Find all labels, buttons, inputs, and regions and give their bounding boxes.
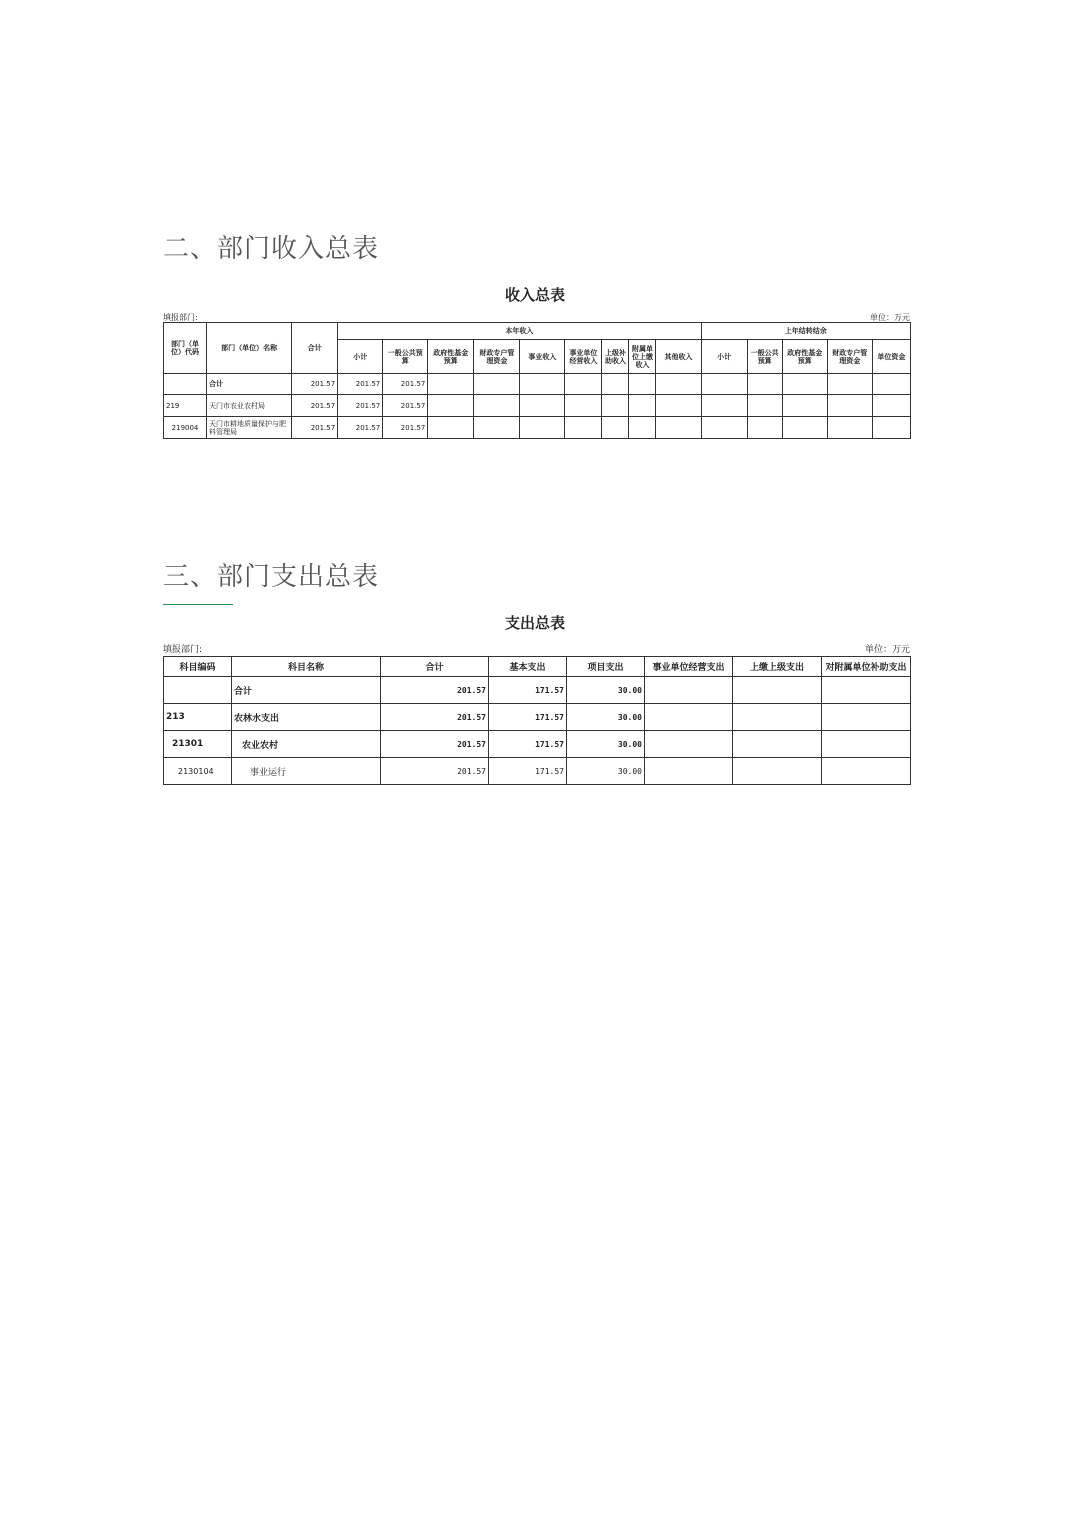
income-header-co-special-account: 财政专户管理资金: [827, 340, 872, 374]
expense-row-project: 30.00: [567, 704, 645, 731]
income-header-co-unit-funds: 单位资金: [872, 340, 910, 374]
income-table: [163, 322, 911, 439]
expense-section-heading: 三、部门支出总表: [163, 562, 380, 592]
expense-row-code: [164, 677, 232, 704]
income-row-general: 201.57: [383, 417, 428, 439]
expense-row-name: 合计: [232, 677, 381, 704]
expense-row-project: 30.00: [567, 731, 645, 758]
expense-row-total: 201.57: [381, 677, 489, 704]
income-row-subtotal: 201.57: [338, 374, 383, 395]
income-row-code: [164, 374, 207, 395]
expense-header-basic: 基本支出: [489, 657, 567, 677]
income-unit-label: 单位：万元: [870, 313, 910, 322]
expense-table-title: 支出总表: [504, 614, 565, 632]
income-row-general: 201.57: [383, 374, 428, 395]
expense-row-basic: 171.57: [489, 758, 567, 785]
decorative-underline: [163, 604, 233, 605]
income-header-total: 合计: [292, 323, 338, 374]
expense-row-total: 201.57: [381, 731, 489, 758]
table-row: [164, 758, 911, 785]
expense-row-project: 30.00: [567, 677, 645, 704]
income-header-code: 部门（单位）代码: [164, 323, 207, 374]
table-row: [164, 417, 911, 439]
expense-header-business-operating: 事业单位经营支出: [645, 657, 733, 677]
expense-header-total: 合计: [381, 657, 489, 677]
income-header-subtotal: 小计: [338, 340, 383, 374]
table-row: [164, 677, 911, 704]
expense-header-project: 项目支出: [567, 657, 645, 677]
expense-row-code: 213: [164, 704, 232, 731]
expense-row-total: 201.57: [381, 704, 489, 731]
expense-row-project: 30.00: [567, 758, 645, 785]
expense-header-superior-payment: 上缴上级支出: [733, 657, 822, 677]
income-section-heading: 二、部门收入总表: [163, 234, 380, 264]
income-header-business-income: 事业收入: [520, 340, 565, 374]
income-header-general-budget: 一般公共预算: [383, 340, 428, 374]
income-header-special-account: 财政专户管理资金: [474, 340, 520, 374]
income-filler-label: 填报部门:: [163, 313, 198, 322]
expense-row-name: 农业农村: [232, 731, 381, 758]
income-row-code: 219004: [164, 417, 207, 439]
expense-table: [163, 656, 911, 785]
income-row-code: 219: [164, 395, 207, 417]
income-row-name: 天门市农业农村局: [207, 395, 292, 417]
expense-row-name: 事业运行: [232, 758, 381, 785]
expense-row-code: 2130104: [164, 758, 232, 785]
income-header-name: 部门（单位）名称: [207, 323, 292, 374]
income-header-superior-subsidy: 上级补助收入: [602, 340, 629, 374]
income-row-subtotal: 201.57: [338, 395, 383, 417]
expense-row-basic: 171.57: [489, 677, 567, 704]
income-header-subordinate-income: 附属单位上缴收入: [629, 340, 656, 374]
income-header-co-general-budget: 一般公共预算: [747, 340, 782, 374]
expense-header-subordinate-subsidy: 对附属单位补助支出: [822, 657, 911, 677]
income-header-gov-fund: 政府性基金预算: [428, 340, 474, 374]
income-row-total: 201.57: [292, 374, 338, 395]
table-row: [164, 395, 911, 417]
income-row-total: 201.57: [292, 417, 338, 439]
income-header-other-income: 其他收入: [656, 340, 701, 374]
table-row: [164, 374, 911, 395]
income-header-carryover: 上年结转结余: [701, 323, 910, 340]
income-row-subtotal: 201.57: [338, 417, 383, 439]
expense-row-code: 21301: [164, 731, 232, 758]
income-row-name: 合计: [207, 374, 292, 395]
income-row-general: 201.57: [383, 395, 428, 417]
income-table-title: 收入总表: [504, 286, 565, 304]
expense-header-name: 科目名称: [232, 657, 381, 677]
income-header-co-subtotal: 小计: [701, 340, 747, 374]
expense-row-basic: 171.57: [489, 704, 567, 731]
expense-header-code: 科目编码: [164, 657, 232, 677]
table-row: [164, 704, 911, 731]
expense-row-total: 201.57: [381, 758, 489, 785]
income-row-name: 天门市耕地质量保护与肥料管理局: [207, 417, 292, 439]
income-header-current-year: 本年收入: [338, 323, 701, 340]
expense-row-basic: 171.57: [489, 731, 567, 758]
income-row-total: 201.57: [292, 395, 338, 417]
income-header-operating-income: 事业单位经营收入: [565, 340, 602, 374]
expense-unit-label: 单位：万元: [864, 645, 910, 655]
expense-filler-label: 填报部门:: [163, 645, 203, 655]
expense-row-name: 农林水支出: [232, 704, 381, 731]
table-row: [164, 731, 911, 758]
income-header-co-gov-fund: 政府性基金预算: [782, 340, 827, 374]
